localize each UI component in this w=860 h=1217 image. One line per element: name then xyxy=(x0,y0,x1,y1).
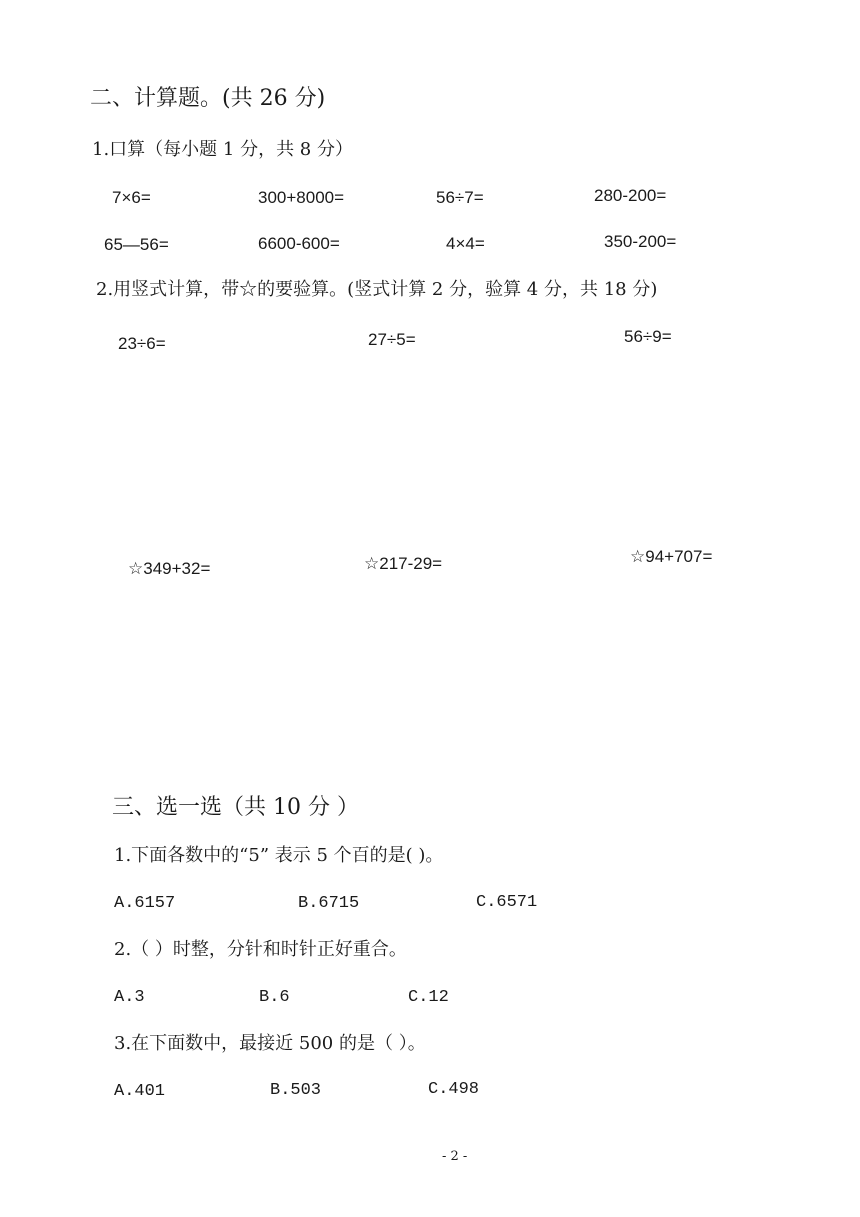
choice-question-stem: 3.在下面数中，最接近 500 的是（ ）。 xyxy=(114,1033,426,1054)
vertical-calc-item: 27÷5= xyxy=(368,330,416,349)
choice-option: B.6715 xyxy=(298,894,360,913)
oral-calc-item: 65—56= xyxy=(104,235,169,254)
choice-option: A.6157 xyxy=(114,894,176,913)
oral-calc-item: 56÷7= xyxy=(436,188,484,207)
vertical-calc-item: ☆94+707= xyxy=(630,547,713,566)
oral-calc-item: 4×4= xyxy=(446,234,485,253)
section-3-title: 三、选一选（共 10 分 ） xyxy=(112,795,359,820)
choice-option: A.401 xyxy=(114,1082,166,1101)
oral-calc-item: 6600-600= xyxy=(258,234,340,253)
choice-question-stem: 1.下面各数中的“5” 表示 5 个百的是( )。 xyxy=(114,845,444,866)
choice-option: B.6 xyxy=(259,988,290,1007)
vertical-calc-item: 23÷6= xyxy=(118,334,166,353)
page-number: - 2 - xyxy=(442,1149,468,1164)
choice-option: A.3 xyxy=(114,988,145,1007)
oral-calc-item: 280-200= xyxy=(594,186,667,205)
choice-option: C.6571 xyxy=(476,893,538,912)
vertical-calc-item: ☆217-29= xyxy=(364,554,443,573)
choice-option: B.503 xyxy=(270,1081,322,1100)
choice-option: C.498 xyxy=(428,1080,480,1099)
question-1-title: 1.口算（每小题 1 分，共 8 分） xyxy=(92,139,353,160)
oral-calc-item: 350-200= xyxy=(604,232,677,251)
vertical-calc-item: ☆349+32= xyxy=(128,559,211,578)
oral-calc-item: 7×6= xyxy=(112,188,151,207)
question-2-title: 2.用竖式计算，带☆的要验算。(竖式计算 2 分，验算 4 分，共 18 分) xyxy=(96,279,658,300)
vertical-calc-item: 56÷9= xyxy=(624,327,672,346)
oral-calc-item: 300+8000= xyxy=(258,188,345,207)
choice-option: C.12 xyxy=(408,988,449,1007)
choice-question-stem: 2.（ ）时整，分针和时针正好重合。 xyxy=(114,939,407,960)
section-2-title: 二、计算题。(共 26 分) xyxy=(90,86,326,111)
